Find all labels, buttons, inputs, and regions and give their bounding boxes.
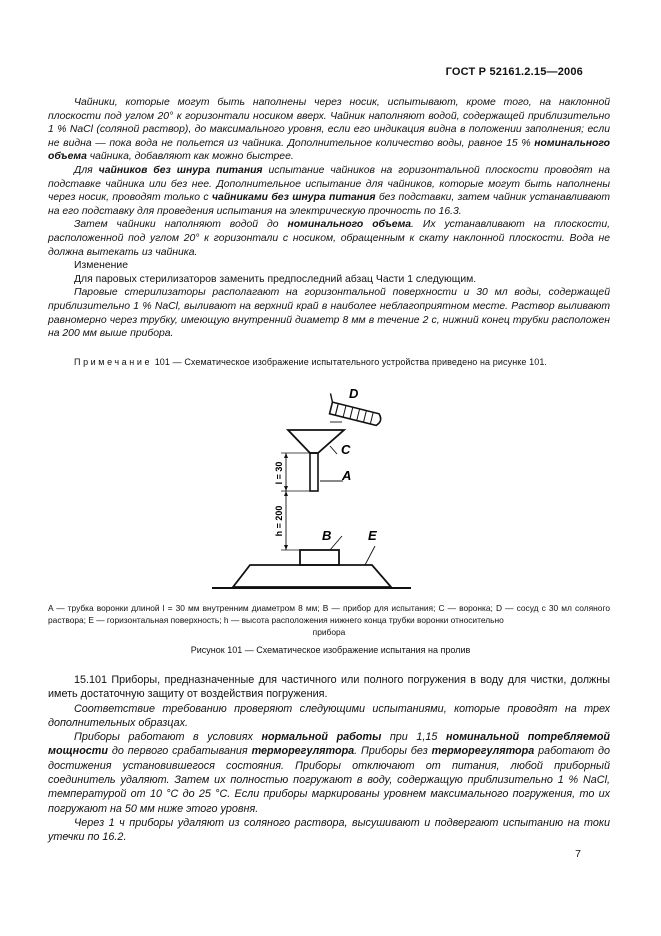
label-b: B	[322, 528, 332, 543]
paragraph-kettle-spout: Чайники, которые могут быть наполнены через носик, испытывают, кроме того, на наклонной плоскости под углом 20° к горизонтали носиком вверх. Чайник наполняют водой, содержащей приблизительно 1 % NaCl (соляной раствор), до максимального уровня, если его индикация видна в положении заполнения; если не видна — пока вода не польется из чайника. Дополнительное количество воды, равное 15 % номинального объема чайника, добавляют как можно быстрее.	[48, 97, 610, 163]
label-c: C	[341, 442, 351, 457]
horizontal-surface-e	[233, 565, 391, 587]
paragraph-operation: Приборы работают в условиях нормальной работы при 1,15 номинальной потребляемой мощности до первого срабатывания терморегулятора. Приборы без терморегулятора работают до достижения установившегося состояния. Приборы отключают от питания, любой приборный соединитель удаляют. Затем их полностью погружают в воду, содержащую приблизительно 1 % NaCl, температурой от 10 °С до 25 °С. Если приборы маркированы уровнем максимального погружения, то их погружают на 50 мм ниже этого уровня.	[48, 731, 611, 815]
caption-legend-end: прибора	[312, 627, 346, 637]
appliance-b	[300, 550, 339, 565]
note-label: Примечание	[74, 357, 153, 367]
paragraph-steam-sterilizers-intro: Для паровых стерилизаторов заменить предпоследний абзац Части 1 следующим.	[74, 273, 477, 285]
document-header: ГОСТ Р 52161.2.15—2006	[445, 66, 583, 78]
paragraph-steam-sterilizers-test: Паровые стерилизаторы располагают на горизонтальной поверхности и 30 мл воды, содержащей приблизительно 1 % NaCl, выливают на верхний край в наиболее неблагоприятном месте. Раствор выливают равномерно через трубку, имеющую внутренний диаметр 8 мм в течение 2 с, нижний конец трубки расположен на 200 мм выше прибора.	[48, 287, 610, 340]
clause-15-101: 15.101 Приборы, предназначенные для частичного или полного погружения в воду для чистки, должны иметь достаточную защиту от воздействия погружения.	[48, 674, 610, 701]
figure-caption	[48, 602, 610, 638]
note-text: 101 — Схематическое изображение испытательного устройства приведено на рисунке 101.	[154, 357, 548, 367]
caption-legend: A — трубка воронки длиной l = 30 мм внутренним диаметром 8 мм; B — прибор для испытания; C — воронка; D — сосуд с 30 мл соляного раствора; E — горизонтальная поверхность; h — высота расположения нижнего конца трубки воронки относительно	[48, 603, 610, 625]
dimension-l-label: l = 30	[274, 461, 284, 485]
label-a: A	[342, 468, 352, 483]
note-101	[48, 356, 610, 368]
paragraph-leakage-test: Через 1 ч приборы удаляют из соляного раствора, высушивают и подвергают испытанию на токи утечки по 16.2.	[48, 816, 610, 844]
funnel-c	[288, 430, 344, 453]
paragraph-cordless-kettles: Для чайников без шнура питания испытание чайников на горизонтальной плоскости проводят на подставке чайника или без нее. Дополнительное испытание для чайников, которые могут быть наполнены через носик, проводят только с чайниками без шнура питания без подставки, затем чайник устанавливают на его подставку для проведения испытания на электрическую прочность по 16.3.	[48, 164, 610, 217]
text-block-kettles	[48, 96, 610, 341]
label-e: E	[368, 528, 377, 543]
page-number: 7	[575, 848, 581, 860]
change-heading: Изменение	[74, 260, 128, 272]
text-block-immersion	[48, 673, 610, 845]
label-d: D	[349, 386, 359, 401]
paragraph-compliance: Соответствие требованию проверяют следующими испытаниями, которые проводят на трех дополнительных образцах.	[48, 702, 610, 729]
funnel-tube-a	[310, 453, 318, 491]
figure-title: Рисунок 101 — Схематическое изображение испытания на пролив	[190, 645, 471, 655]
figure-101	[0, 378, 661, 600]
dimension-h-label: h = 200	[274, 505, 284, 537]
paragraph-inclined-plane: Затем чайники наполняют водой до номинального объема. Их устанавливают на плоскости, расположенной под углом 20° к горизонтали с носиком, обращенным к скату наклонной плоскости. Вода не должна вытекать из чайника.	[48, 219, 610, 258]
